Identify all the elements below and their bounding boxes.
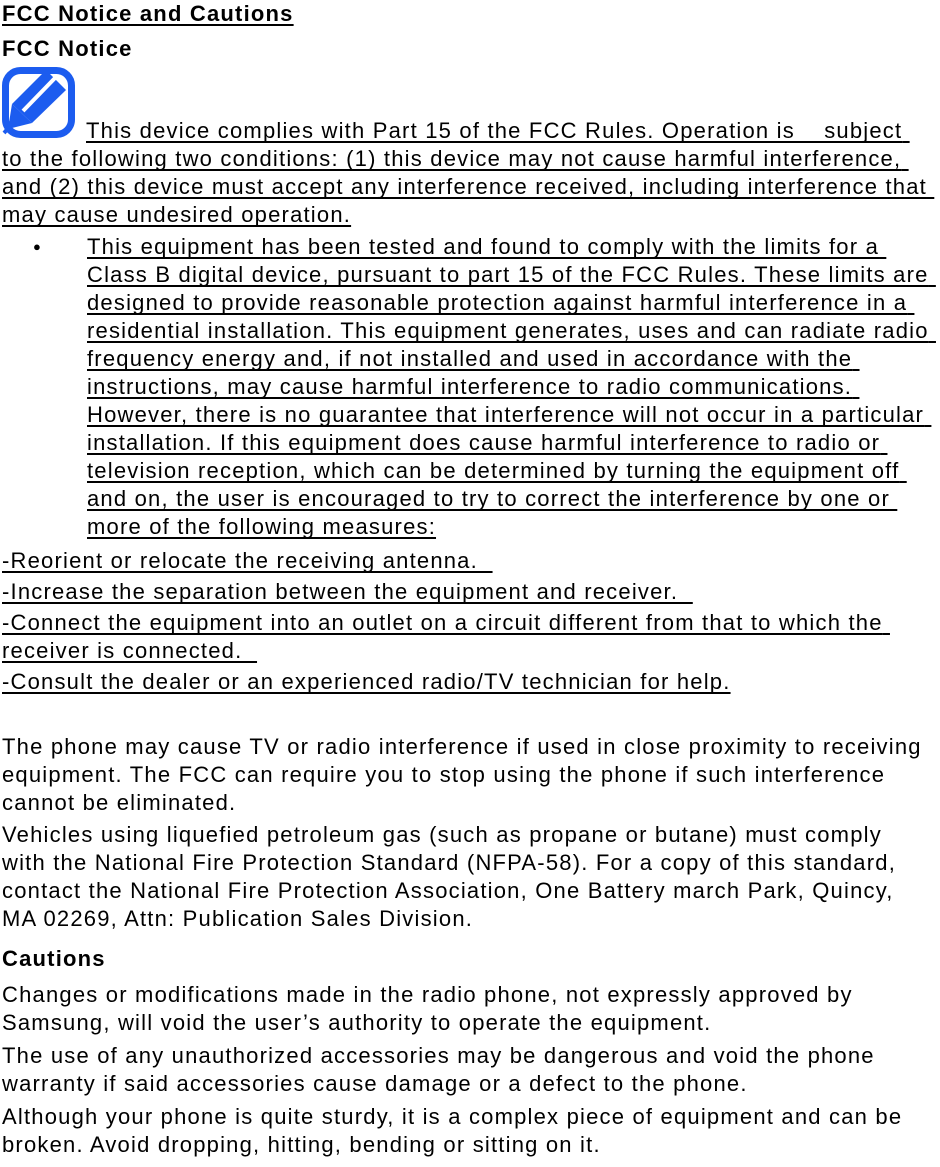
measure-line-consult: -Consult the dealer or an experienced radio/TV technician for help. <box>2 669 731 694</box>
caution-paragraph-accessories: The use of any unauthorized accessories may be dangerous and void the phone warranty if said accessories cause damage or a defect to the phone. <box>2 1043 875 1096</box>
note-pen-icon <box>2 67 75 138</box>
caution-paragraph-sturdy: Although your phone is quite sturdy, it is a complex piece of equipment and can be broken. Avoid dropping, hitting, bending or sitting on it. <box>2 1104 903 1157</box>
measure-line-increase: -Increase the separation between the equipment and receiver. <box>2 579 693 604</box>
measure-line-connect: -Connect the equipment into an outlet on a circuit different from that to which the receiver is connected. <box>2 610 890 663</box>
intro-paragraph <box>2 67 935 229</box>
page-title: FCC Notice and Cautions <box>2 1 294 26</box>
bullet-marker: ● <box>33 239 41 254</box>
bullet-item-text: This equipment has been tested and found to comply with the limits for a Class B digital device, pursuant to part 15 of the FCC Rules. These limits are designed to provide reasonable protection against harmful interference in a residential installation. This equipment generates, uses and can radiate radio frequency energy and, if not installed and used in accordance with the instructions, may cause harmful interference to radio communications. However, there is no guarantee that interference will not occur in a particular installation. If this equipment does cause harmful interference to radio or television reception, which can be determined by turning the equipment off and on, the user is encouraged to try to correct the interference by one or more of the following measures: <box>87 234 936 539</box>
bullet-list-item <box>2 233 936 541</box>
intro-text: This device complies with Part 15 of the FCC Rules. Operation is subject to the following two conditions: (1) this device may not cause harmful interference, and (2) this device must accept any interference received, including interference that may cause undesired operation. <box>2 118 935 227</box>
paragraph-phone-interference: The phone may cause TV or radio interference if used in close proximity to receiving equipment. The FCC can require you to stop using the phone if such interference cannot be eliminated. <box>2 734 922 815</box>
caution-paragraph-modifications: Changes or modifications made in the radio phone, not expressly approved by Samsung, will void the user’s authority to operate the equipment. <box>2 982 853 1035</box>
section-heading-cautions: Cautions <box>2 946 106 971</box>
paragraph-vehicles-lpg: Vehicles using liquefied petroleum gas (such as propane or butane) must comply with the National Fire Protection Standard (NFPA-58). For a copy of this standard, contact the National Fire Protection Association, One Battery march Park, Quincy, MA 02269, Attn: Publication Sales Division. <box>2 822 897 931</box>
measure-line-reorient: -Reorient or relocate the receiving antenna. <box>2 548 493 573</box>
section-heading-fcc-notice: FCC Notice <box>2 36 133 61</box>
blank-line <box>2 699 930 733</box>
